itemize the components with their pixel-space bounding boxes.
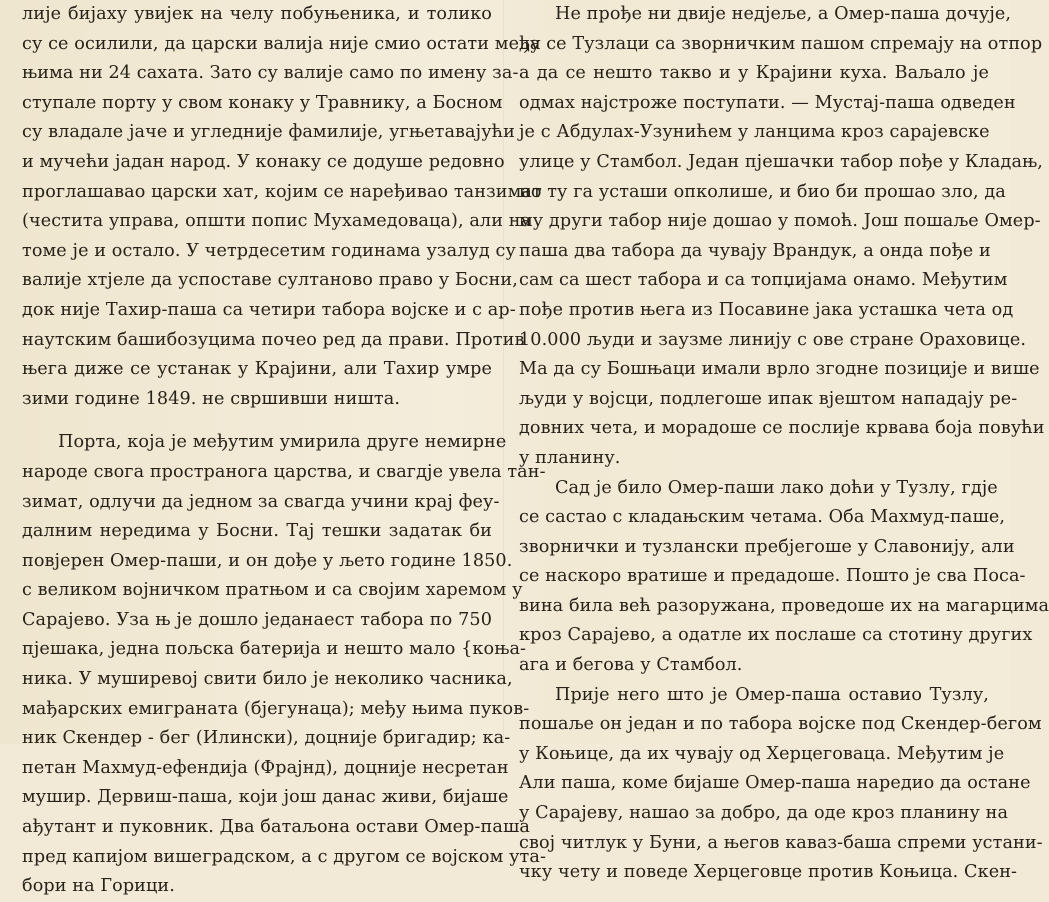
text-line: док није Тахир-паша са четири табора војске и с ар- [22, 299, 516, 320]
text-line: (честита управа, општи попис Мухамедоваца), али на [22, 211, 532, 232]
text-line: Прије него што је Омер-паша оставио Тузлу, [555, 684, 989, 705]
text-line: паша два табора да чувају Врандук, а онда пође и [519, 240, 991, 261]
text-line: петан Махмуд-ефендија (Фрајнд), доцније несретан [22, 757, 509, 778]
text-line: у планину. [519, 447, 621, 468]
text-line: и мучећи јадан народ. У конаку се додуше редовно [22, 151, 505, 172]
left-text-column [22, 0, 547, 897]
text-line: 10.000 људи и заузме линију с ове стране Ораховице. [519, 329, 1027, 350]
text-line: народе свога пространога царства, и свагдје увела тан- [22, 461, 546, 482]
text-line: је с Абдулах-Узунићем у ланцима кроз сарајевске [519, 122, 990, 143]
text-line: Сарајево. Уза њ је дошло једанаест табора по 750 [22, 609, 492, 630]
text-line: Сад је било Омер-паши лако доћи у Тузлу, гдје [555, 477, 998, 498]
text-line: пред капијом вишеградском, а с другом се војском ута- [22, 846, 547, 867]
text-line: улице у Стамбол. Један пјешачки табор пође у Кладањ, [519, 151, 1043, 172]
text-line: с великом војничком пратњом и са својим харемом у [22, 580, 523, 601]
right-text-column [519, 0, 1049, 883]
text-line: му други табор није дошао у помоћ. Још пошаље Омер- [519, 211, 1041, 232]
text-line: наутским башибозуцима почео ред да прави. Против [22, 329, 525, 350]
text-line: пошаље он један и по табора војске под Скендер-бегом [519, 714, 1042, 735]
text-line: људи у војсци, подлегоше ипак вјештом нападају ре- [519, 388, 1018, 409]
text-line: сам са шест табора и са топџијама онамо. Међутим [519, 270, 1008, 291]
text-line: су владале јаче и угледније фамилије, угњетавајући [22, 122, 515, 143]
text-line: проглашавао царски хат, којим се наређивао танзимат [22, 181, 542, 202]
text-line: чку чету и поведе Херцеговце против Коњица. Скен- [519, 862, 1018, 883]
text-line: Али паша, коме бијаше Омер-паша наредио да остане [519, 773, 1031, 794]
text-line: мађарских емиграната (бјегунаца); међу њима пуков- [22, 698, 530, 719]
text-line: кроз Сарајево, а одатле их послаше са стотину других [519, 625, 1033, 646]
text-line: у Коњице, да их чувају од Херцеговаца. Међутим је [519, 743, 1005, 764]
text-line: валије хтјеле да успоставе султаново право у Босни, [22, 270, 518, 291]
column-gutter [503, 0, 504, 744]
text-line: повјерен Омер-паши, и он дође у љето године 1850. [22, 550, 513, 571]
text-line: томе је и остало. У четрдесетим годинама узалуд су [22, 240, 516, 261]
text-line: далним нередима у Босни. Тај тешки задатак би [22, 521, 492, 542]
text-line: вина била већ разоружана, проведоше их на магарцима [519, 595, 1049, 616]
text-line: бори на Горици. [22, 876, 175, 897]
text-line: мушир. Дервиш-паша, који још данас живи, бијаше [22, 787, 509, 808]
text-line: њега диже се устанак у Крајини, али Тахир умре [22, 359, 492, 380]
text-line: ага и бегова у Стамбол. [519, 655, 743, 676]
text-line: у Сарајеву, нашао за добро, да оде кроз планину на [519, 803, 1009, 824]
text-line: Ма да су Бошњаци имали врло згодне позиције и више [519, 359, 1040, 380]
text-line: се наскоро вратише и предадоше. Пошто је сва Поса- [519, 566, 1026, 587]
text-line: зимат, одлучи да једном за свагда учини крај феу- [22, 491, 500, 512]
text-line: а да се нешто такво и у Крајини куха. Ваљало је [519, 63, 989, 84]
text-line: зворнички и тузлански пребјегоше у Славонију, али [519, 536, 1015, 557]
text-line: се састао с кладањским четама. Оба Махмуд-паше, [519, 507, 1006, 528]
text-line: но ту га усташи опколише, и био би прошао зло, да [519, 181, 1006, 202]
text-line: лије бијаху увијек на челу побуњеника, и толико [22, 4, 492, 24]
text-line: ник Скендер - бег (Илински), доцније бригадир; ка- [22, 728, 511, 749]
text-line: пође против њега из Посавине јака усташка чета од [519, 299, 1014, 320]
text-line: свој читлук у Буни, а његов кавaз-баша спреми устани- [519, 832, 1043, 853]
text-line: њима ни 24 сахата. Зато су валије само по имену за- [22, 63, 519, 84]
text-line: су се осилили, да царски валија није смио остати међу [22, 33, 541, 54]
text-line: пјешака, једна пољска батерија и нешто мало {коња- [22, 639, 527, 660]
text-line: ступале порту у свом конаку у Травнику, а Босном [22, 92, 503, 113]
paragraph-gap [22, 414, 492, 428]
text-line: да се Тузлаци са зворничким пашом спремају на отпор [519, 33, 1043, 54]
text-line: ађутант и пуковник. Два батаљона остави Омер-паша [22, 817, 531, 838]
text-line: ника. У муширевој свити било је неколико часника, [22, 669, 513, 690]
text-line: довних чета, и морадоше се послије крвава боја повући [519, 418, 1045, 439]
text-line: Порта, која је међутим умирила друге немирне [58, 432, 507, 453]
text-line: Не прође ни двије недјеље, а Омер-паша дочује, [555, 4, 1012, 24]
text-line: одмах најстроже поступати. — Мустај-паша одведен [519, 92, 1016, 113]
text-line: зими године 1849. не свршивши ништа. [22, 388, 401, 409]
